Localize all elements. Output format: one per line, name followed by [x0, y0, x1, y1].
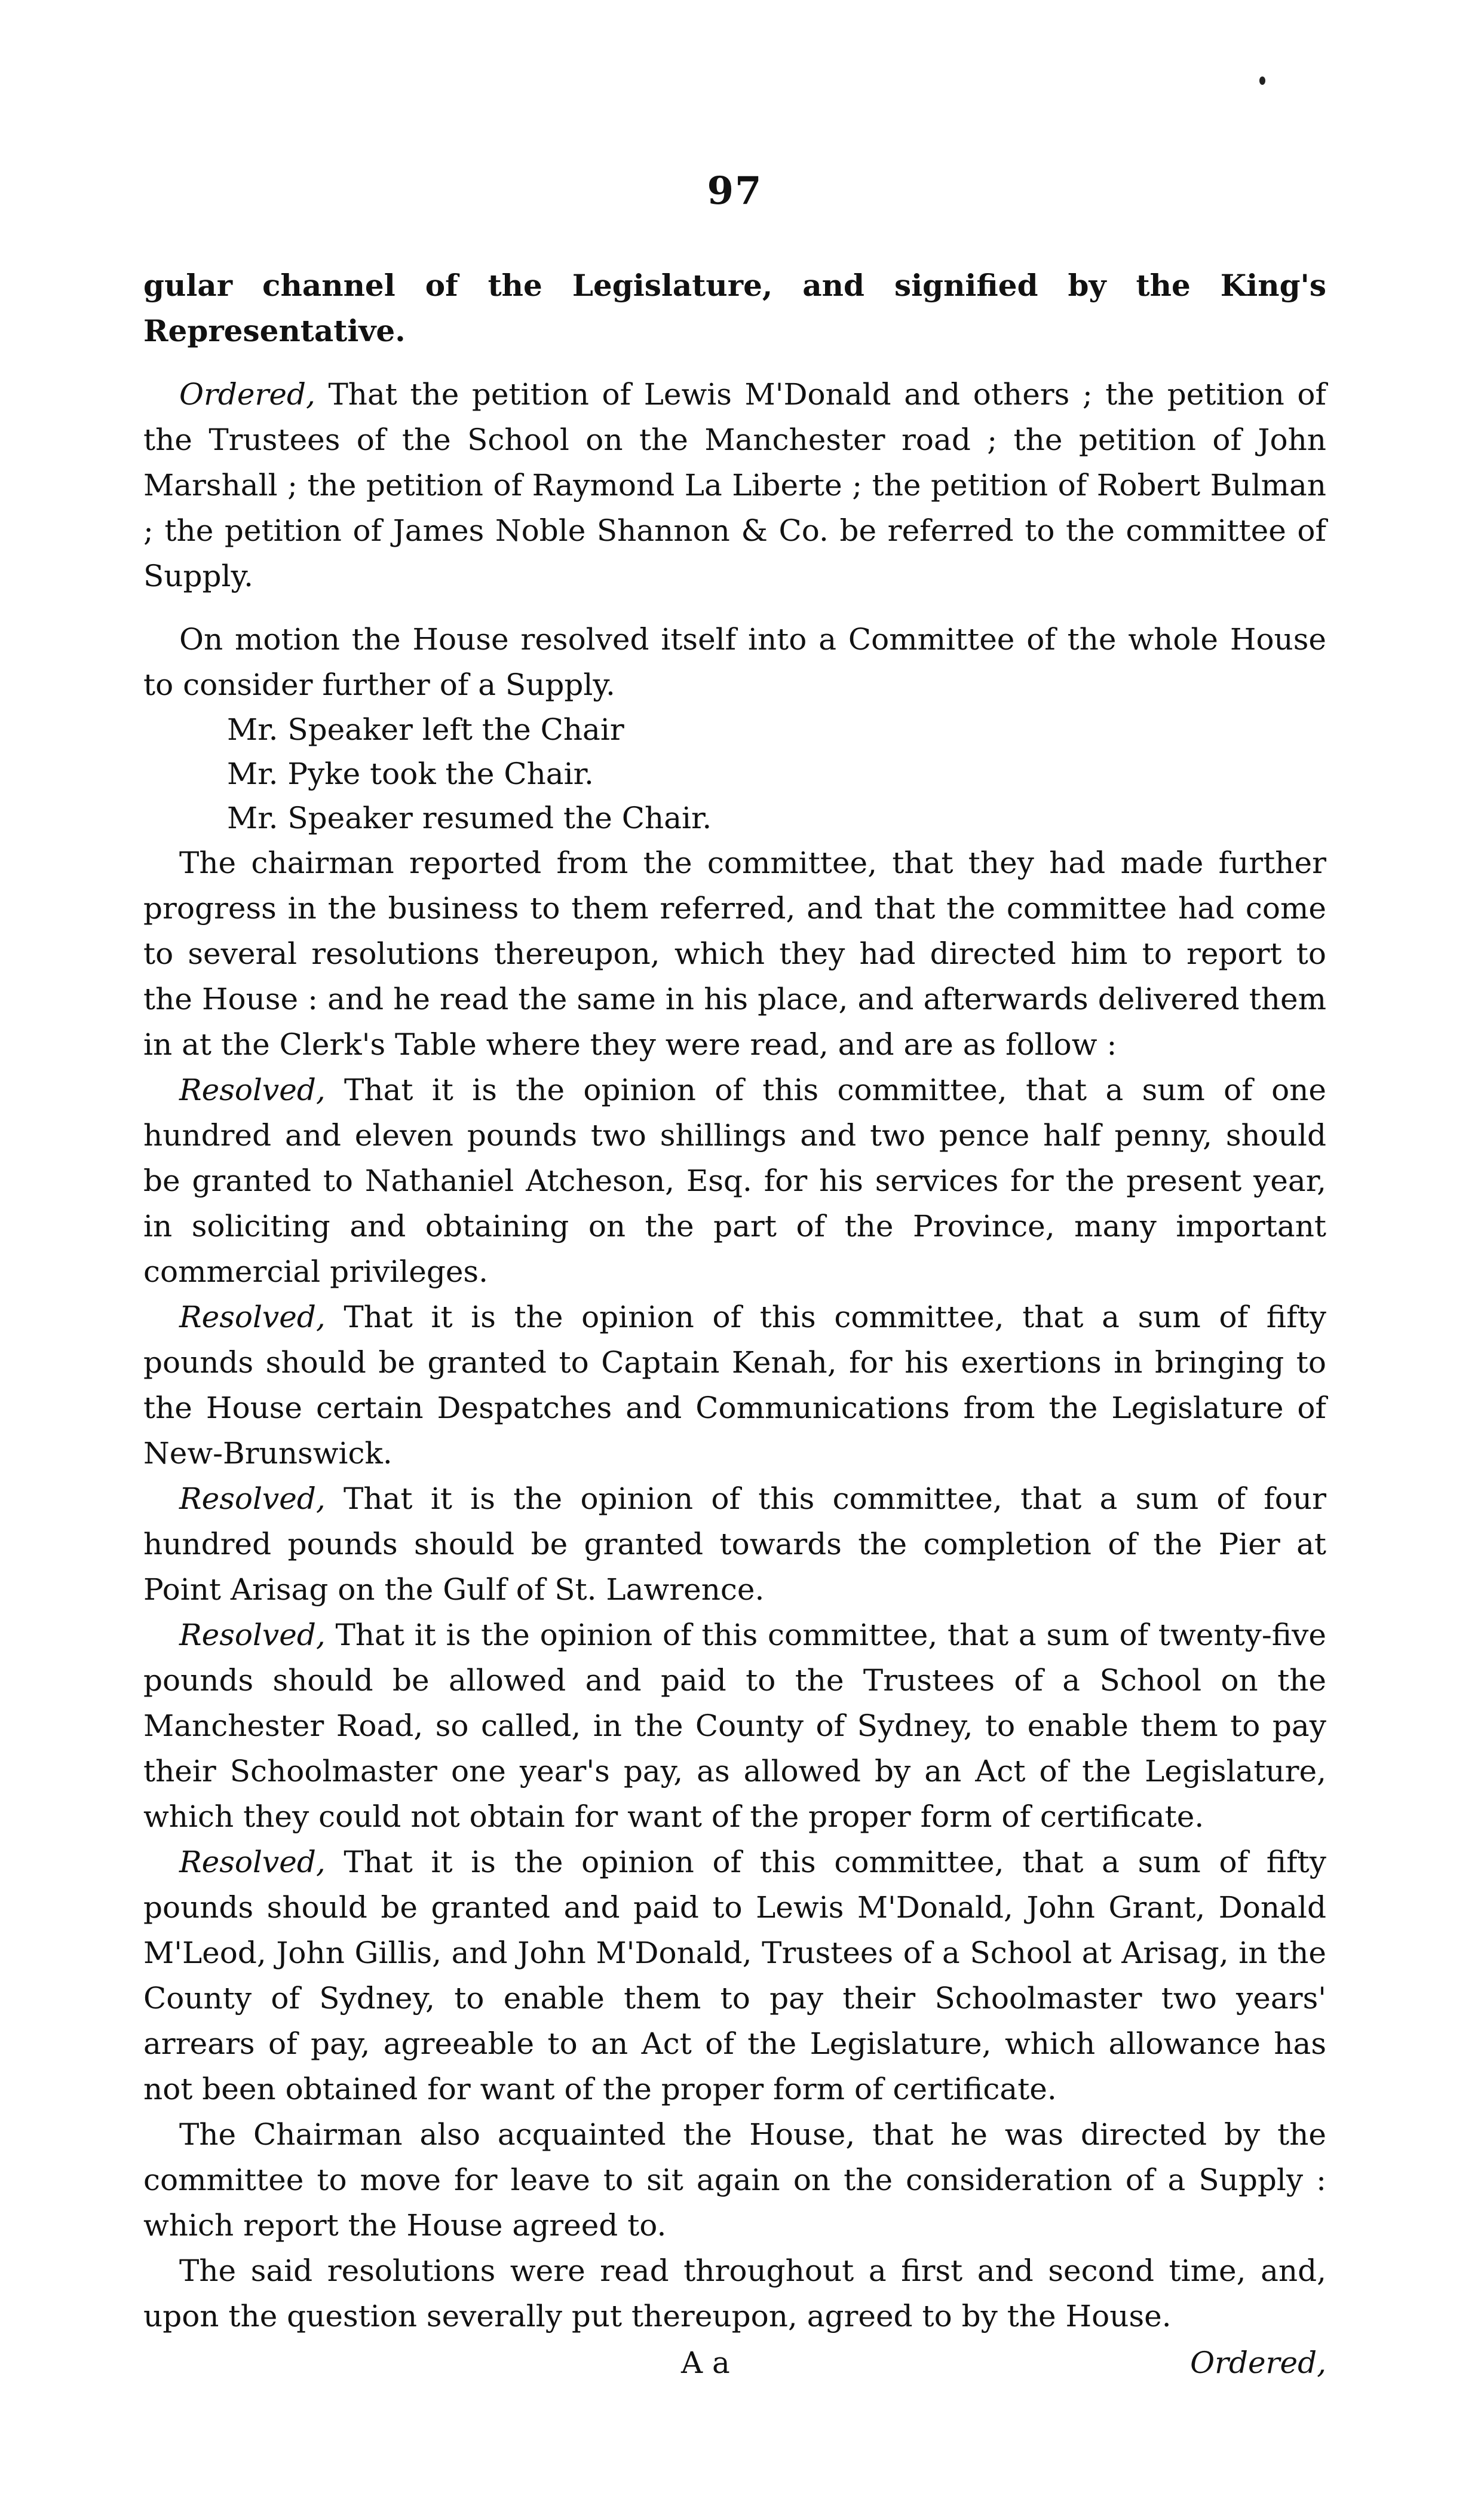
- ink-speck: [1259, 76, 1265, 85]
- paragraph-text: The said resolutions were read throughout a first and second time, and, upon the question severally put thereupon, agreed to by the House.: [143, 2253, 1326, 2334]
- resolution-lead: Resolved,: [179, 1845, 326, 1879]
- resolution: [143, 1612, 1326, 1839]
- resolution: [143, 1476, 1326, 1612]
- paragraph-motion: [143, 617, 1326, 708]
- resolution-text: That it is the opinion of this committee, that a sum of four hundred pounds should be granted towards the completion of the Pier at Point Arisag on the Gulf of St. Lawrence.: [143, 1481, 1326, 1607]
- paragraph-report: [143, 840, 1326, 1067]
- paragraph-text: The Chairman also acquainted the House, that he was directed by the committee to move for leave to sit again on the consideration of a Supply : which report the House agreed to.: [143, 2117, 1326, 2243]
- page-footer: [143, 2340, 1326, 2386]
- resolution-lead: Resolved,: [179, 1300, 326, 1334]
- resolution: [143, 1067, 1326, 1294]
- page-number: 97: [707, 169, 763, 213]
- resolution: [143, 1839, 1326, 2112]
- resolution-lead: Resolved,: [179, 1618, 326, 1652]
- resolution-text: That it is the opinion of this committee, that a sum of fifty pounds should be granted and paid to Lewis M'Donald, John Grant, Donald M'Leod, John Gillis, and John M'Donald, Trustees of a School at Arisag, in the County of Sydney, to enable them to pay their Schoolmaster two years' arrears of pay, agreeable to an Act of the Legislature, which allowance has not been obtained for want of the proper form of certificate.: [143, 1845, 1326, 2106]
- catchword: Ordered,: [1190, 2345, 1326, 2380]
- paragraph-chairman: [143, 2112, 1326, 2248]
- document-body: [143, 263, 1326, 2386]
- paragraph-text: The chairman reported from the committee, that they had made further progress in the business to them referred, and that the committee had come to several resolutions thereupon, which they had directed him to report to the House : and he read the same in his place, and afterwards delivered them in at the Clerk's Table where they were read, and are as follow :: [143, 846, 1326, 1062]
- resolution-text: That it is the opinion of this committee, that a sum of fifty pounds should be granted to Captain Kenah, for his exertions in bringing to the House certain Despatches and Communications from the Legislature of New-Brunswick.: [143, 1300, 1326, 1471]
- speaker-line: Mr. Pyke took the Chair.: [227, 757, 594, 791]
- resolution: [143, 1294, 1326, 1476]
- resolution-lead: Resolved,: [179, 1073, 326, 1107]
- paragraph-ordered: [143, 372, 1326, 599]
- paragraph-agreed: [143, 2248, 1326, 2339]
- paragraph-text: gular channel of the Legislature, and signified by the King's Representative.: [143, 268, 1326, 348]
- resolution-text: That it is the opinion of this committee, that a sum of twenty-five pounds should be allowed and paid to the Trustees of a School on the Manchester Road, so called, in the County of Sydney, to enable them to pay their Schoolmaster one year's pay, as allowed by an Act of the Legislature, which they could not obtain for want of the proper form of certificate.: [143, 1618, 1326, 1834]
- paragraph-continuation: [143, 263, 1326, 354]
- document-page: [143, 0, 1326, 2511]
- speaker-line: Mr. Speaker left the Chair: [227, 712, 624, 747]
- speaker-line: Mr. Speaker resumed the Chair.: [227, 801, 712, 835]
- paragraph-lead: Ordered,: [179, 377, 315, 412]
- signature-mark: A a: [681, 2345, 730, 2380]
- paragraph-text: That the petition of Lewis M'Donald and others ; the petition of the Trustees of the School on the Manchester road ; the petition of John Marshall ; the petition of Raymond La Liberte ; the petition of Robert Bulman ; the petition of James Noble Shannon & Co. be referred to the committee of Supply.: [143, 377, 1326, 593]
- resolution-lead: Resolved,: [179, 1481, 326, 1516]
- resolution-text: That it is the opinion of this committee, that a sum of one hundred and eleven pounds two shillings and two pence half penny, should be granted to Nathaniel Atcheson, Esq. for his services for the present year, in soliciting and obtaining on the part of the Province, many important commercial privileges.: [143, 1073, 1326, 1289]
- paragraph-text: On motion the House resolved itself into a Committee of the whole House to consider further of a Supply.: [143, 622, 1326, 702]
